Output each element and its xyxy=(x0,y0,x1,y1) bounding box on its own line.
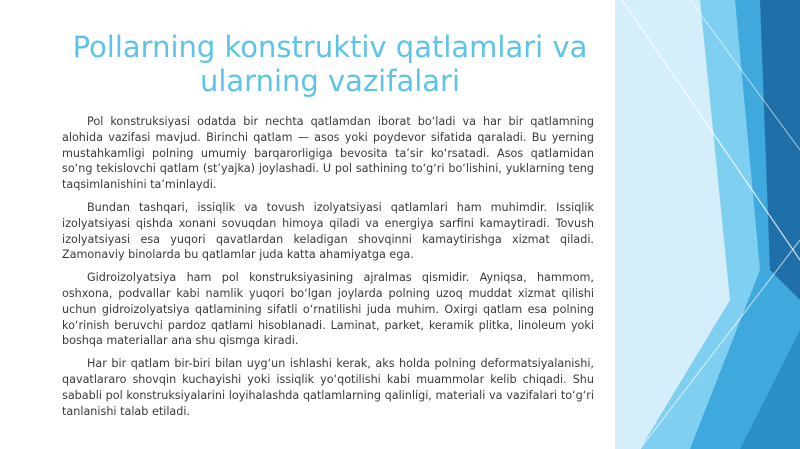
paragraph: Bundan tashqari, issiqlik va tovush izolyatsiyasi qatlamlari ham muhimdir. Issiqlik izolyatsiyasi qishda xonani sovuqdan himoya qiladi va energiya sarfini kamaytiradi. Tovush izolyatsiyasi esa yuqori qavatlardan keladigan shovqinni kamaytirishga xizmat qiladi. Zamonaviy binolarda bu qatlamlar juda katta ahamiyatga ega. xyxy=(62,200,594,262)
slide-body xyxy=(62,114,594,426)
paragraph: Gidroizolyatsiya ham pol konstruksiyasining ajralmas qismidir. Ayniqsa, hammom, oshxona, podvallar kabi namlik yuqori bo‘lgan joylarda polning uzoq muddat xizmat qilishi uchun gidroizolyatsiya qatlamining sifatli o‘rnatilishi juda muhim. Oxirgi qatlam esa polning ko‘rinish beruvchi pardoz qatlami hisoblanadi. Laminat, parket, keramik plitka, linoleum yoki boshqa materiallar ana shu qismga kiradi. xyxy=(62,271,594,348)
paragraph: Pol konstruksiyasi odatda bir nechta qatlamdan iborat bo‘ladi va har bir qatlamning alohida vazifasi mavjud. Birinchi qatlam — asos yoki poydevor sifatida qaraladi. Bu yerning mustahkamligi polning umumiy barqarorligiga bevosita ta’sir ko‘rsatadi. Asos qatlamidan so‘ng tekislovchi qatlam (st’yajka) joylashadi. U pol sathining to‘g‘ri bo‘lishini, yuklarning teng taqsimlanishini ta’minlaydi. xyxy=(62,115,594,192)
slide-title: Pollarning konstruktiv qatlamlari va ularning vazifalari xyxy=(72,30,588,98)
paragraph: Har bir qatlam bir-biri bilan uyg‘un ishlashi kerak, aks holda polning deformatsiyalanishi, qavatlararo shovqin kuchayishi yoki issiqlik yo‘qotilishi kabi muammolar kelib chiqadi. Shu sababli pol konstruksiyalarini loyihalashda qatlamlarning qalinligi, materiali va vazifalari to‘g‘ri tanlanishi talab etiladi. xyxy=(62,357,594,418)
